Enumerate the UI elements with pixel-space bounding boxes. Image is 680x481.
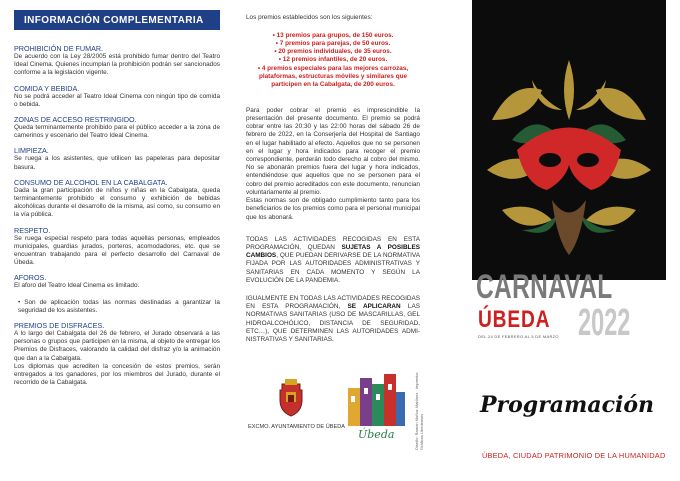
cover-column [458,0,680,481]
programacion-title: Programación [480,392,654,418]
prize-item: • 7 premios para parejas, de 50 euros. [275,40,391,48]
section-smoking [14,44,220,78]
cover-year: 2022 [578,302,631,344]
section-text: De acuerdo con la Ley 28/2005 está prohibido fumar dentro del Teatro Ideal Cinema. Quienes incumplan la prohibición podrán ser sancionados conforme a la legislación vigente. [14,53,220,77]
heritage-tagline: ÚBEDA, CIUDAD PATRIMONIO DE LA HUMANIDAD [482,451,666,460]
prize-item: • 12 premios infantiles, de 20 euros. [278,56,388,64]
prizes-intro: Los premios establecidos son los siguientes: [246,14,373,21]
section-cleaning [14,146,220,171]
info-title: INFORMACIÓN COMPLEMENTARIA [14,10,220,30]
section-text: Se ruega a los asistentes, que utilicen las papeleras para depositar basura. [14,155,220,171]
cover-dates: DEL 24 DE FEBRERO AL 5 DE MARZO [478,334,559,339]
prize-item: • 20 premios individuales, de 35 euros. [274,48,392,56]
section-text: Dada la gran participación de niños y niñas en la Cabalgata, queda terminantemente prohibido el consumo y exhibición de bebidas alcohólicas durante el desarrollo de la misma, así como, su consumo en la vía pública. [14,186,220,219]
section-text: Queda terminantemente prohibido para el público acceder a la zona de camerinos y escenario del Teatro Ideal Cinema. [14,124,220,140]
sanitary-bold: SE APLICARAN [347,303,401,311]
ubeda-brand: Úbeda [358,428,395,441]
section-heading: LIMPIEZA. [14,146,49,156]
info-column [14,10,220,393]
section-costume-prizes [14,321,220,387]
cover-title-ubeda: ÚBEDA [478,306,551,333]
section-extra: • Son de aplicación todas las normas destinadas a garantizar la seguridad de los asistentes. [18,298,220,314]
section-text: Se ruega especial respeto para todas aquellas personas, empleados municipales, guardias jurados, porteros, acomodadores, etc. que se encuentran trabajando para el perfecto desarrollo del Carnaval de Úbeda. [14,234,220,267]
section-respect [14,226,220,268]
section-heading: AFOROS. [14,273,47,283]
sanitary-text-end: LAS NORMATIVAS SANITARIAS (USO DE MASCARILLAS, GEL HIDROALCOHÓLICO, DISTANCIA DE SEGURIDAD, ETC…), QUE DETERMINEN LAS AUTORIDADES ADMI-NISTRATIVAS Y SANITARIAS. [246,303,420,343]
cover-image [472,0,666,280]
section-heading: ZONAS DE ACCESO RESTRINGIDO. [14,115,137,125]
section-alcohol [14,178,220,220]
sanitary-notice [246,295,420,344]
ubeda-buildings-icon [346,370,406,428]
section-restricted [14,115,220,140]
mandatory-rules: Estas normas son de obligado cumplimiento tanto para los beneficiarios de los premios como para el personal municipal que los abonará. [246,197,420,221]
section-text: El aforo del Teatro Ideal Cinema es limitado. [14,282,140,290]
collection-rules: Para poder cobrar el premio es imprescindible la presentación del presente documento. El premio se podrá cobrar entre las 20:30 y las 22:00 horas del sábado 26 de febrero de 2022, en la Conserjería del Hospital de Santiago en el lugar habilitado al efecto. Aquellos que no se personen en el lugar y hora indicados para recoger el premio correspondiente, perderán todo derecho al cobro del mismo. No se abonarán premios fuera del lugar y hora indicados, entendiéndose que aquellos que no se personen para el cobro del premio acreditados con este documento, renuncian voluntariamente al premio. [246,106,420,196]
changes-notice [246,236,420,285]
section-text: No se podrá acceder al Teatro Ideal Cinema con ningún tipo de comida o bebida. [14,92,220,108]
section-heading: CONSUMO DE ALCOHOL EN LA CABALGATA. [14,177,168,187]
section-capacity [14,273,220,315]
section-text: A lo largo del Cabalgata del 26 de febrero, el Jurado observará a las personas o grupos que participen en la misma, al objeto de entregar los Premios de Disfraces, valorando la calidad del disfraz y/o la animación que dan a la Cabalgata. [14,330,220,362]
sponsor-logos [246,368,436,468]
prize-item: • 4 premios especiales para las mejores carrozas, plataformas, estructuras móviles y similares que participen en la Cabalgata, de 200 euros. [257,64,409,88]
section-heading: RESPETO. [14,225,51,235]
section-heading: PREMIOS DE DISFRACES. [14,321,105,331]
section-heading: COMIDA Y BEBIDA. [14,83,80,93]
section-extra: Los diplomas que acrediten la concesión de estos premios, serán entregados a los ganadores, por los miembros del Jurado, durante el recorrido de la Cabalgata. [14,362,220,387]
changes-bold: SUJETAS A POSIBLES CAMBIOS [246,243,420,260]
changes-text: TODAS LAS ACTIVIDADES RECOGIDAS EN ESTA PROGRAMACIÓN, QUEDAN [246,235,420,251]
section-heading: PROHIBICIÓN DE FUMAR. [14,44,104,53]
changes-text-end: , QUE PUEDAN DERIVARSE DE LA NORMATIVA FIJADA POR LAS AUTORIDADES ADMINISTRATIVAS Y SANITARIAS EN CADA MOMENTO Y SEGÚN LA EVOLUCIÓN DE LA PANDEMIA. [246,252,420,284]
prizes-list [246,32,420,89]
cover-title-carnaval: CARNAVAL [476,268,613,306]
carnival-mask-icon [472,0,666,280]
city-council-label: EXCMO. AYUNTAMIENTO DE ÚBEDA [248,424,345,430]
coat-of-arms-icon [276,378,306,418]
section-food [14,84,220,109]
sanitary-text: IGUALMENTE EN TODAS LAS ACTIVIDADES RECOGIDAS EN ESTA PROGRAMACIÓN, [246,294,420,311]
design-credit: Diseño: Ramón Muñoz Martínez · Imprenta: Gráficas Ubedenses [414,372,424,450]
prizes-column [246,14,420,354]
prize-item: • 13 premios para grupos, de 150 euros. [272,32,394,40]
